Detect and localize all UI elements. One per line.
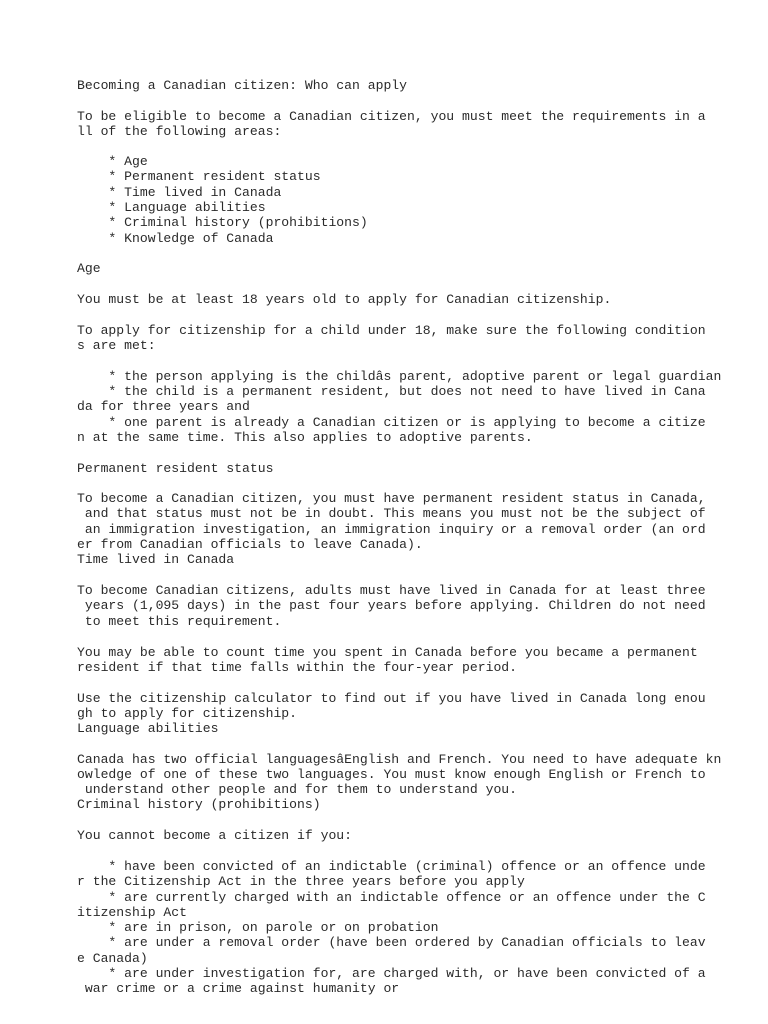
section-heading-age: Age	[77, 261, 101, 276]
requirement-list-item: * Time lived in Canada	[77, 185, 282, 200]
prohibition-list-line: * are in prison, on parole or on probation	[77, 920, 439, 935]
child-condition-line: n at the same time. This also applies to adoptive parents.	[77, 430, 533, 445]
resident-paragraph-line: and that status must not be in doubt. This means you must not be the subject of	[77, 506, 706, 521]
requirement-list-item: * Age	[77, 154, 148, 169]
criminal-paragraph-line: You cannot become a citizen if you:	[77, 828, 353, 843]
section-heading-permanent-resident-status: Permanent resident status	[77, 461, 274, 476]
section-heading-criminal-history: Criminal history (prohibitions)	[77, 797, 321, 812]
requirement-list-item: * Permanent resident status	[77, 169, 321, 184]
prohibition-list-line: itizenship Act	[77, 905, 188, 920]
time-paragraph-line: years (1,095 days) in the past four years before applying. Children do not need	[77, 598, 706, 613]
resident-paragraph-line: an immigration investigation, an immigration inquiry or a removal order (an ord	[77, 522, 706, 537]
language-paragraph-line: owledge of one of these two languages. You must know enough English or French to	[77, 767, 706, 782]
age-paragraph-line: You must be at least 18 years old to apply for Canadian citizenship.	[77, 292, 612, 307]
time-paragraph-line: resident if that time falls within the four-year period.	[77, 660, 518, 675]
child-paragraph-line: s are met:	[77, 338, 156, 353]
prohibition-list-line: * are currently charged with an indictable offence or an offence under the C	[77, 890, 706, 905]
prohibition-list-line: * are under a removal order (have been ordered by Canadian officials to leav	[77, 935, 706, 950]
requirement-list-item: * Criminal history (prohibitions)	[77, 215, 368, 230]
child-condition-line: * one parent is already a Canadian citizen or is applying to become a citize	[77, 415, 706, 430]
child-condition-line: * the child is a permanent resident, but does not need to have lived in Cana	[77, 384, 706, 399]
language-paragraph-line: Canada has two official languagesâEnglish and French. You need to have adequate kn	[77, 752, 722, 767]
child-paragraph-line: To apply for citizenship for a child under 18, make sure the following condition	[77, 323, 706, 338]
section-heading-time-lived: Time lived in Canada	[77, 552, 235, 567]
requirement-list-item: * Knowledge of Canada	[77, 231, 274, 246]
document-title: Becoming a Canadian citizen: Who can apply	[77, 78, 408, 93]
language-paragraph-line: understand other people and for them to understand you.	[77, 782, 518, 797]
prohibition-list-line: * are under investigation for, are charged with, or have been convicted of a	[77, 966, 706, 981]
intro-paragraph-line: ll of the following areas:	[77, 124, 282, 139]
section-heading-language-abilities: Language abilities	[77, 721, 219, 736]
child-condition-line: * the person applying is the childâs parent, adoptive parent or legal guardian	[77, 369, 722, 384]
prohibition-list-line: e Canada)	[77, 951, 148, 966]
calculator-paragraph-line: gh to apply for citizenship.	[77, 706, 298, 721]
prohibition-list-line: war crime or a crime against humanity or	[77, 981, 400, 996]
time-paragraph-line: To become Canadian citizens, adults must have lived in Canada for at least three	[77, 583, 706, 598]
resident-paragraph-line: er from Canadian officials to leave Canada).	[77, 537, 423, 552]
resident-paragraph-line: To become a Canadian citizen, you must have permanent resident status in Canada,	[77, 491, 706, 506]
child-condition-line: da for three years and	[77, 399, 250, 414]
intro-paragraph-line: To be eligible to become a Canadian citizen, you must meet the requirements in a	[77, 109, 706, 124]
prohibition-list-line: r the Citizenship Act in the three years before you apply	[77, 874, 525, 889]
requirement-list-item: * Language abilities	[77, 200, 266, 215]
calculator-paragraph-line: Use the citizenship calculator to find out if you have lived in Canada long enou	[77, 691, 706, 706]
time-paragraph-line: You may be able to count time you spent in Canada before you became a permanent	[77, 645, 698, 660]
time-paragraph-line: to meet this requirement.	[77, 614, 282, 629]
prohibition-list-line: * have been convicted of an indictable (criminal) offence or an offence unde	[77, 859, 706, 874]
